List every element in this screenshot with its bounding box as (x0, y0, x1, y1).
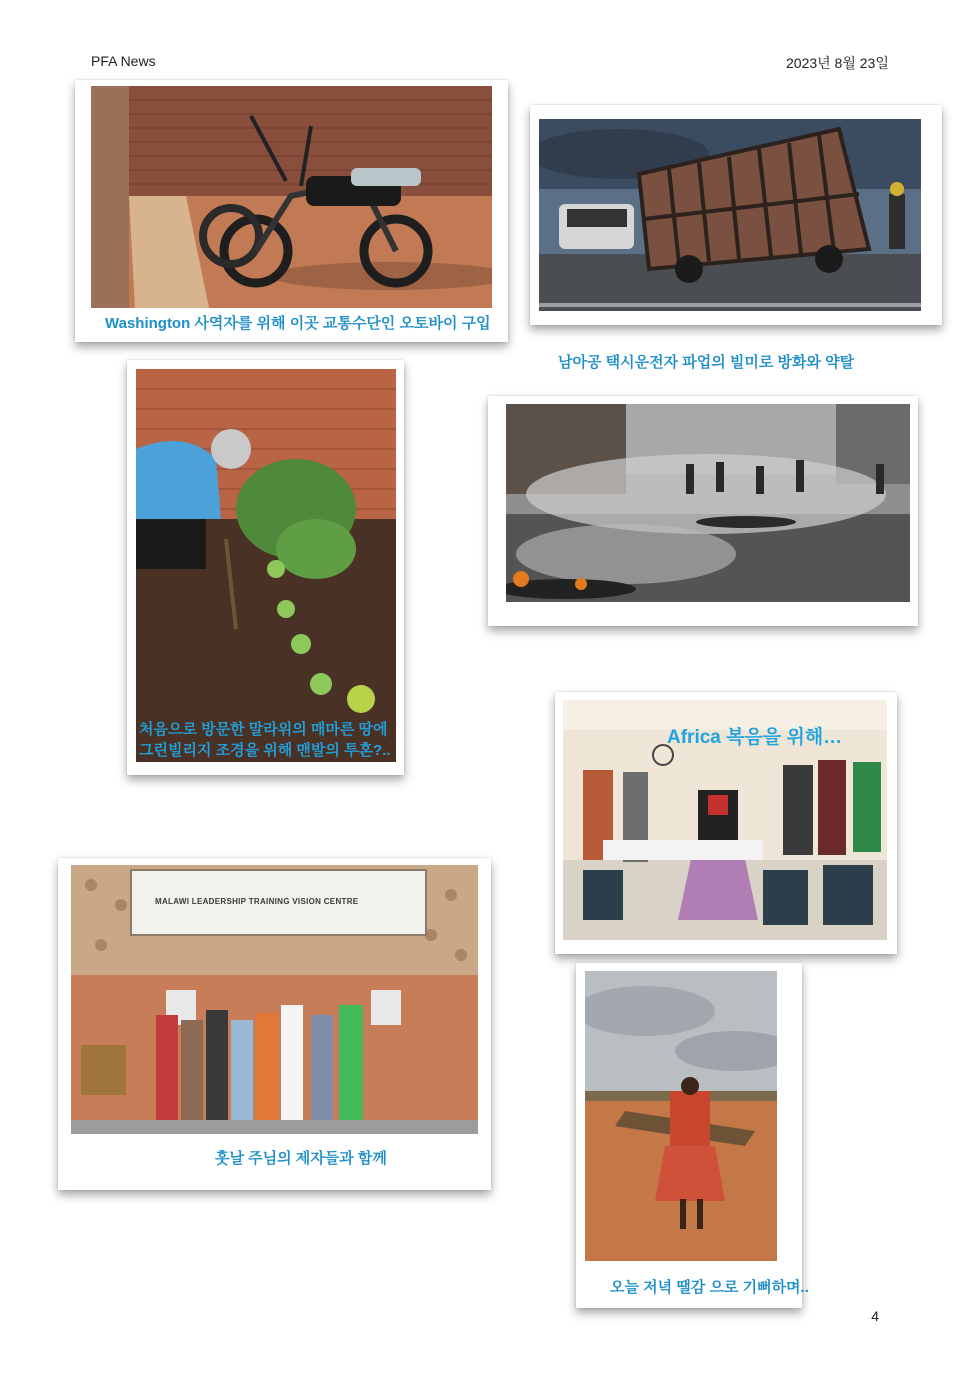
centre-photo-frame (58, 858, 491, 1190)
firewood-photo (585, 971, 777, 1261)
riot-photo (506, 404, 910, 612)
bus-caption: 남아공 택시운전자 파업의 빌미로 방화와 약탈 (558, 354, 855, 371)
firewood-photo-frame (576, 963, 809, 1308)
garden-photo (136, 369, 396, 762)
motorbike-photo-frame (75, 80, 508, 342)
centre-sign-text: MALAWI LEADERSHIP TRAINING VISION CENTRE (155, 897, 359, 906)
motorbike-caption: Washington 사역자를 위해 이곳 교통수단인 오토바이 구입 (105, 315, 491, 332)
motorbike-photo (91, 86, 492, 308)
prayer-caption: Africa 복음을 위해… (667, 727, 843, 748)
page-number: 4 (871, 1308, 879, 1324)
centre-caption: 훗날 주님의 제자들과 함께 (215, 1150, 387, 1167)
garden-photo-frame (127, 360, 404, 775)
bus-photo-frame (530, 105, 942, 325)
garden-caption-line-1: 처음으로 방문한 말라위의 매마른 땅에 (139, 721, 388, 738)
firewood-caption: 오늘 저녁 땔감 으로 기뻐하며.. (610, 1279, 809, 1296)
burnt-bus-photo (539, 119, 921, 311)
garden-caption-line-2: 그린빌리지 조경을 위해 맨발의 투혼?.. (139, 742, 391, 759)
issue-date: 2023년 8월 23일 (786, 55, 889, 71)
garden-caption (139, 719, 391, 761)
newsletter-name: PFA News (91, 53, 156, 69)
prayer-photo-frame (555, 692, 897, 954)
riot-photo-frame (488, 396, 918, 626)
